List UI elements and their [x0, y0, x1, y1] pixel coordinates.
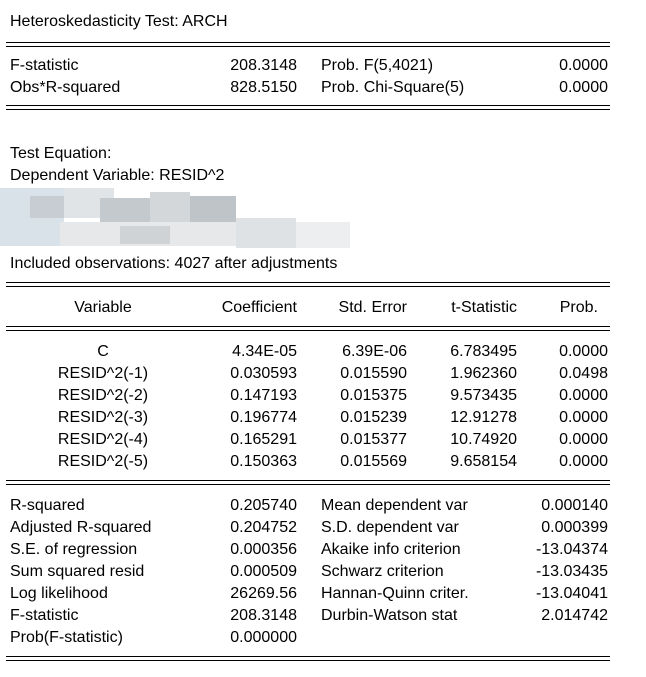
prob-cell: 0.0000: [559, 431, 608, 448]
stat-value: 208.3148: [230, 607, 297, 624]
column-header: Coefficient: [221, 299, 297, 316]
variable-name: RESID^2(-1): [57, 365, 149, 382]
summary-prob: 0.0000: [559, 79, 608, 96]
prob-cell: 0.0000: [559, 453, 608, 470]
prob-cell: 0.0498: [559, 365, 608, 382]
summary-prob-label: Prob. Chi-Square(5): [321, 79, 465, 96]
summary-prob: 0.0000: [559, 57, 608, 74]
divider: [6, 326, 610, 331]
variable-name: RESID^2(-5): [57, 453, 149, 470]
stat-value-right: -13.03435: [535, 563, 608, 580]
summary-value: 828.5150: [230, 79, 297, 96]
dependent-variable: Dependent Variable: RESID^2: [10, 167, 225, 184]
summary-prob-label: Prob. F(5,4021): [321, 57, 434, 74]
stat-label-right: Schwarz criterion: [321, 563, 444, 580]
summary-label: Obs*R-squared: [10, 79, 121, 96]
variable-name: RESID^2(-3): [57, 409, 149, 426]
stat-label: Adjusted R-squared: [10, 519, 152, 536]
divider: [6, 42, 610, 47]
stat-label: Prob(F-statistic): [10, 629, 123, 646]
stat-value: 0.000000: [230, 629, 297, 646]
t-statistic-cell: 6.783495: [450, 343, 517, 360]
t-statistic-cell: 9.658154: [450, 453, 517, 470]
stat-label: F-statistic: [10, 607, 79, 624]
stat-label: S.E. of regression: [10, 541, 138, 558]
variable-name: C: [97, 343, 109, 360]
stat-value-right: 0.000140: [541, 497, 608, 514]
summary-label: F-statistic: [10, 57, 79, 74]
std-error-cell: 0.015590: [340, 365, 407, 382]
stat-value: 26269.56: [230, 585, 297, 602]
divider: [6, 656, 610, 661]
divider: [6, 105, 610, 110]
prob-cell: 0.0000: [559, 387, 608, 404]
coefficient-cell: 0.196774: [230, 409, 297, 426]
std-error-cell: 0.015239: [340, 409, 407, 426]
prob-cell: 0.0000: [559, 409, 608, 426]
stat-label-right: S.D. dependent var: [321, 519, 459, 536]
std-error-cell: 0.015375: [340, 387, 407, 404]
t-statistic-cell: 12.91278: [450, 409, 517, 426]
variable-name: RESID^2(-2): [57, 387, 149, 404]
t-statistic-cell: 10.74920: [450, 431, 517, 448]
variable-name: RESID^2(-4): [57, 431, 149, 448]
included-observations: Included observations: 4027 after adjustments: [10, 255, 338, 272]
coefficient-cell: 0.147193: [230, 387, 297, 404]
stat-value-right: 2.014742: [541, 607, 608, 624]
stat-value: 0.000356: [230, 541, 297, 558]
equation-header: Test Equation:: [10, 145, 112, 162]
column-header: Std. Error: [338, 299, 407, 316]
stat-value-right: -13.04374: [535, 541, 608, 558]
stat-value-right: 0.000399: [541, 519, 608, 536]
coefficient-cell: 4.34E-05: [232, 343, 297, 360]
stat-value-right: -13.04041: [535, 585, 608, 602]
std-error-cell: 0.015569: [340, 453, 407, 470]
page-title: Heteroskedasticity Test: ARCH: [10, 13, 228, 30]
divider: [6, 480, 610, 485]
coefficient-cell: 0.150363: [230, 453, 297, 470]
stat-label: Sum squared resid: [10, 563, 145, 580]
stat-label: Log likelihood: [10, 585, 108, 602]
stat-label-right: Durbin-Watson stat: [321, 607, 458, 624]
coefficient-cell: 0.165291: [230, 431, 297, 448]
summary-value: 208.3148: [230, 57, 297, 74]
prob-cell: 0.0000: [559, 343, 608, 360]
stat-value: 0.205740: [230, 497, 297, 514]
coefficient-cell: 0.030593: [230, 365, 297, 382]
stat-value: 0.204752: [230, 519, 297, 536]
std-error-cell: 6.39E-06: [342, 343, 407, 360]
column-header: t-Statistic: [451, 299, 517, 316]
t-statistic-cell: 1.962360: [450, 365, 517, 382]
stat-label-right: Mean dependent var: [321, 497, 468, 514]
column-header: Prob.: [559, 299, 598, 316]
stat-label-right: Hannan-Quinn criter.: [321, 585, 469, 602]
stat-label-right: Akaike info criterion: [321, 541, 461, 558]
stat-label: R-squared: [10, 497, 85, 514]
t-statistic-cell: 9.573435: [450, 387, 517, 404]
column-header: Variable: [74, 299, 132, 316]
stat-value: 0.000509: [230, 563, 297, 580]
std-error-cell: 0.015377: [340, 431, 407, 448]
divider: [6, 282, 610, 287]
